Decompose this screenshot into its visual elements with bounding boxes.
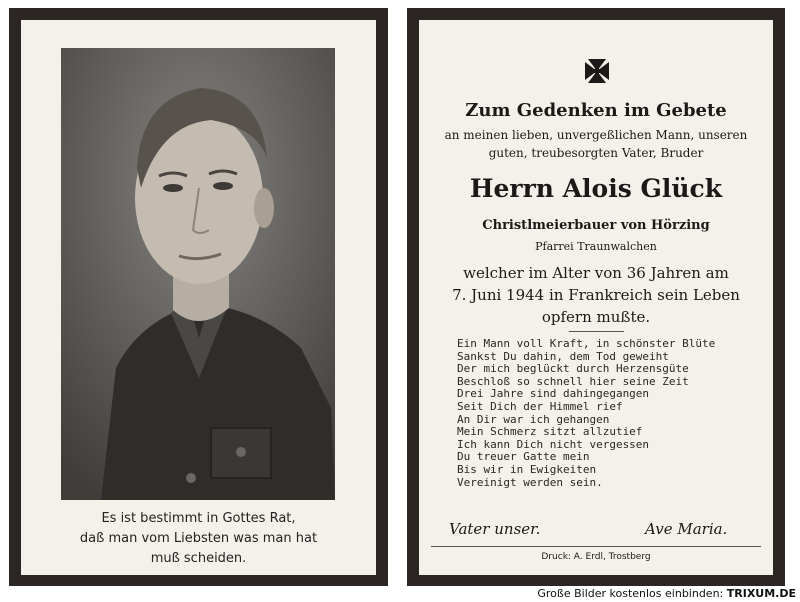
watermark-text: Große Bilder kostenlos einbinden: bbox=[537, 587, 727, 600]
printer-credit: Druck: A. Erdl, Trostberg bbox=[541, 552, 651, 562]
heading: Zum Gedenken im Gebete bbox=[465, 100, 727, 121]
poem bbox=[457, 338, 757, 489]
poem-line: Ich kann Dich nicht vergessen bbox=[457, 437, 650, 451]
deceased-name: Herrn Alois Glück bbox=[469, 174, 723, 203]
poem-line: Du treuer Gatte mein bbox=[457, 450, 590, 464]
caption-line-1: Es ist bestimmt in Gottes Rat, bbox=[101, 511, 296, 526]
prayer-hail-mary: Ave Maria. bbox=[645, 520, 728, 538]
death-line-3: opfern mußte. bbox=[541, 308, 651, 326]
right-card-border bbox=[407, 8, 785, 586]
poem-line: An Dir war ich gehangen bbox=[457, 412, 610, 426]
poem-line: Beschloß so schnell hier seine Zeit bbox=[457, 374, 689, 388]
poem-line: Sankst Du dahin, dem Tod geweiht bbox=[457, 349, 669, 363]
prayer-our-father: Vater unser. bbox=[449, 520, 541, 538]
intro-line-2: guten, treubesorgten Vater, Bruder bbox=[488, 146, 704, 160]
portrait-illustration bbox=[61, 48, 335, 500]
occupation: Christlmeierbauer von Hörzing bbox=[482, 218, 710, 233]
watermark-brand[interactable]: TRIXUM.DE bbox=[726, 587, 796, 600]
left-card-paper bbox=[21, 20, 376, 575]
divider-top bbox=[569, 331, 624, 332]
left-card-border bbox=[9, 8, 388, 586]
right-card-paper bbox=[419, 20, 773, 575]
parish: Pfarrei Traunwalchen bbox=[535, 240, 657, 253]
poem-line: Mein Schmerz sitzt allzutief bbox=[457, 425, 643, 439]
iron-cross-icon bbox=[584, 58, 610, 84]
intro-line-1: an meinen lieben, unvergeßlichen Mann, unseren bbox=[444, 128, 748, 142]
portrait-photo bbox=[61, 48, 335, 500]
poem-line: Bis wir in Ewigkeiten bbox=[457, 462, 597, 476]
poem-line: Ein Mann voll Kraft, in schönster Blüte bbox=[457, 337, 716, 350]
death-line-1: welcher im Alter von 36 Jahren am bbox=[463, 264, 729, 282]
poem-line: Drei Jahre sind dahingegangen bbox=[457, 387, 650, 401]
divider-bottom bbox=[431, 546, 761, 547]
death-line-2: 7. Juni 1944 in Frankreich sein Leben bbox=[452, 286, 740, 304]
caption-line-2: daß man vom Liebsten was man hat bbox=[79, 531, 318, 546]
poem-line: Seit Dich der Himmel rief bbox=[457, 399, 623, 413]
poem-line: Vereinigt werden sein. bbox=[457, 475, 603, 489]
poem-line: Der mich beglückt durch Herzensgüte bbox=[457, 362, 689, 376]
watermark-banner[interactable] bbox=[520, 586, 800, 602]
caption-line-3: muß scheiden. bbox=[150, 551, 247, 566]
